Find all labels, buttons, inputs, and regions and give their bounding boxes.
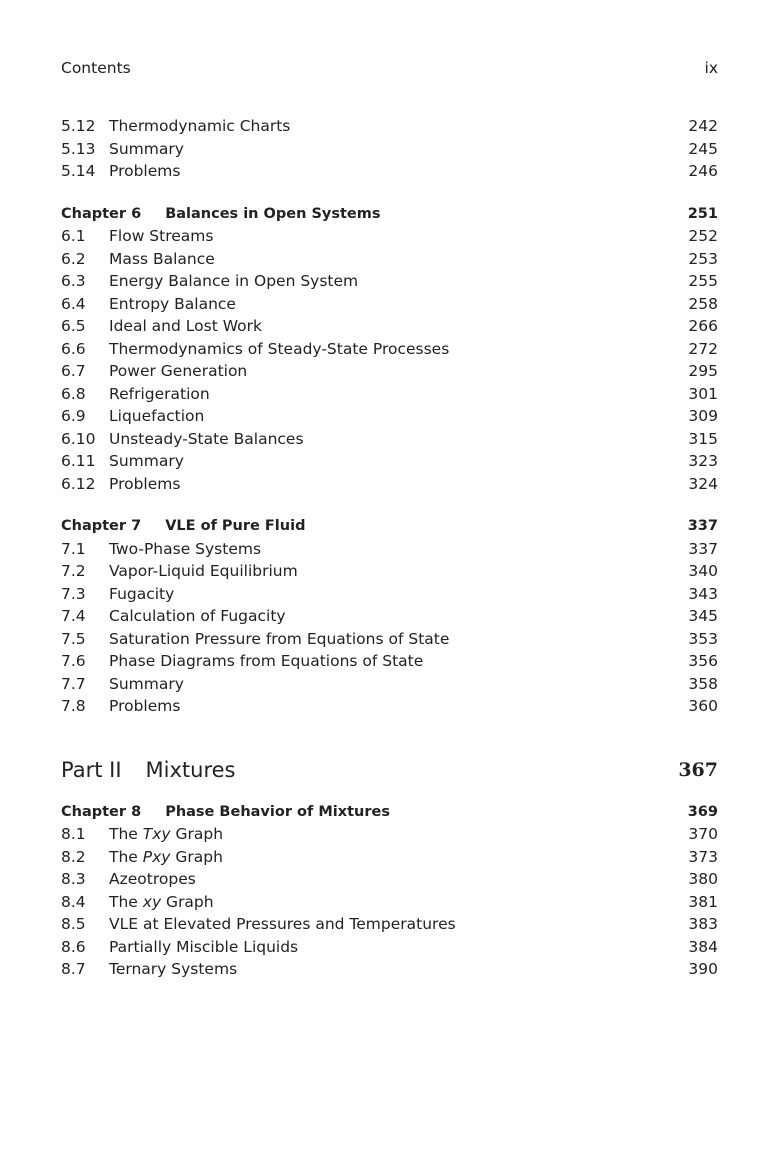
entry-page-number: 356 [688, 652, 718, 670]
toc-section-entry[interactable] [61, 293, 718, 316]
entry-page-number: 360 [688, 697, 718, 715]
entry-number: 6.3 [61, 272, 86, 290]
toc-section-entry[interactable] [61, 360, 718, 383]
entry-title-text: Partially Miscible Liquids [109, 937, 299, 956]
entry-title [109, 160, 688, 183]
entry-title-text: Flow Streams [109, 227, 214, 245]
entry-title [109, 650, 688, 673]
toc-chapter-entry[interactable] [61, 515, 718, 538]
entry-page-number: 315 [688, 429, 718, 448]
entry-page-number: 380 [688, 870, 718, 888]
entry-number: 8.7 [61, 960, 86, 978]
entry-title-text: Ternary Systems [109, 960, 238, 978]
entry-title [109, 383, 688, 406]
entry-title-text: Thermodynamic Charts [109, 117, 291, 135]
entry-title-suffix: Graph [161, 892, 214, 911]
entry-title-text: Unsteady-State Balances [109, 429, 304, 448]
toc-section-entry[interactable] [61, 673, 718, 696]
entry-page-number: 337 [687, 518, 718, 534]
entry-title-text: Thermodynamics of Steady-State Processes [109, 339, 450, 358]
entry-title-italic: xy [142, 892, 162, 911]
entry-title-text: Summary [109, 674, 184, 693]
toc-section-entry[interactable] [61, 583, 718, 606]
entry-title-text: VLE at Elevated Pressures and Temperatures [109, 915, 456, 933]
entry-number: 7.7 [61, 674, 86, 693]
entry-title-text: VLE of Pure Fluid [165, 518, 306, 534]
entry-title [109, 138, 688, 161]
toc-section-entry[interactable] [61, 248, 718, 271]
entry-number: 6.8 [61, 384, 86, 403]
toc-section-entry[interactable] [61, 823, 718, 846]
entry-page-number: 272 [688, 339, 718, 358]
entry-number: 6.5 [61, 317, 86, 335]
entry-number: 8.3 [61, 870, 86, 888]
entry-page-number: 369 [687, 803, 718, 820]
entry-page-number: 345 [688, 607, 718, 625]
entry-title [109, 560, 688, 583]
toc-section-entry[interactable] [61, 383, 718, 406]
toc-section-entry[interactable] [61, 560, 718, 583]
entry-page-number: 251 [687, 205, 718, 222]
toc-section-entry[interactable] [61, 115, 718, 138]
toc-chapter-entry[interactable] [61, 203, 718, 226]
entry-title-text: The [109, 892, 143, 911]
entry-title [109, 628, 688, 651]
entry-number: 6.9 [61, 407, 86, 425]
entry-number: 6.10 [61, 429, 96, 448]
toc-section-entry[interactable] [61, 538, 718, 561]
entry-title [109, 293, 688, 316]
table-of-contents [61, 115, 718, 981]
entry-page-number: 301 [688, 384, 718, 403]
entry-title-text: Balances in Open Systems [165, 205, 381, 222]
entry-number: 7.3 [61, 584, 86, 603]
entry-title-text: Mixtures [145, 757, 236, 782]
entry-title [109, 846, 688, 869]
entry-page-number: 390 [688, 960, 718, 978]
entry-number: 7.8 [61, 697, 86, 715]
entry-title-text: Summary [109, 139, 184, 158]
entry-number: 8.5 [61, 915, 86, 933]
entry-title [109, 360, 688, 383]
toc-section-entry[interactable] [61, 138, 718, 161]
entry-number: 8.1 [61, 825, 86, 843]
entry-number: 5.14 [61, 162, 96, 180]
entry-number: 7.6 [61, 652, 86, 670]
entry-title [109, 428, 688, 451]
toc-part-entry[interactable] [61, 755, 718, 785]
entry-title-text: Fugacity [109, 584, 175, 603]
entry-number: 6.4 [61, 294, 86, 313]
entry-page-number: 245 [688, 139, 718, 158]
entry-page-number: 343 [688, 584, 718, 603]
entry-title-text: Problems [109, 162, 181, 180]
toc-section-entry[interactable] [61, 450, 718, 473]
entry-title [109, 823, 688, 846]
entry-page-number: 258 [688, 294, 718, 313]
entry-title-text: Phase Diagrams from Equations of State [109, 652, 424, 670]
entry-number: 6.7 [61, 362, 86, 380]
entry-number: 8.2 [61, 847, 86, 866]
entry-title [109, 473, 688, 496]
entry-page-number: 383 [688, 915, 718, 933]
toc-section-entry[interactable] [61, 891, 718, 914]
entry-title [109, 958, 688, 981]
entry-page-number: 255 [688, 272, 718, 290]
entry-number: Chapter 8 [61, 803, 142, 820]
entry-page-number: 242 [688, 117, 718, 135]
entry-title-text: Power Generation [109, 362, 248, 380]
entry-title [109, 315, 688, 338]
entry-title-italic: Txy [142, 825, 171, 843]
entry-title-text: Liquefaction [109, 407, 205, 425]
entry-title [146, 755, 679, 785]
entry-number: 5.13 [61, 139, 96, 158]
entry-page-number: 324 [688, 474, 718, 493]
entry-number: 8.4 [61, 892, 86, 911]
page-number: ix [704, 59, 718, 77]
running-header [61, 57, 718, 79]
entry-title-text: Energy Balance in Open System [109, 272, 359, 290]
entry-page-number: 309 [688, 407, 718, 425]
entry-title [109, 913, 688, 936]
entry-page-number: 246 [688, 162, 718, 180]
entry-page-number: 358 [688, 674, 718, 693]
toc-section-entry[interactable] [61, 958, 718, 981]
entry-page-number: 340 [688, 562, 718, 580]
entry-title [165, 801, 688, 824]
entry-number: 6.1 [61, 227, 86, 245]
entry-title [109, 405, 688, 428]
entry-title [109, 248, 688, 271]
entry-title [165, 203, 688, 226]
entry-page-number: 253 [688, 249, 718, 268]
toc-section-entry[interactable] [61, 913, 718, 936]
entry-number: 7.4 [61, 607, 86, 625]
entry-page-number: 367 [678, 758, 718, 781]
entry-title-text: Phase Behavior of Mixtures [165, 803, 390, 820]
entry-number: 8.6 [61, 937, 86, 956]
toc-section-entry[interactable] [61, 695, 718, 718]
entry-title-text: Two-Phase Systems [109, 539, 262, 558]
entry-title [109, 868, 688, 891]
entry-title [109, 538, 688, 561]
header-title: Contents [61, 59, 131, 77]
entry-page-number: 381 [688, 892, 718, 911]
toc-chapter-entry[interactable] [61, 801, 718, 824]
toc-section-entry[interactable] [61, 338, 718, 361]
entry-title [109, 583, 688, 606]
entry-number: 6.11 [61, 452, 96, 470]
toc-section-entry[interactable] [61, 846, 718, 869]
toc-section-entry[interactable] [61, 473, 718, 496]
toc-section-entry[interactable] [61, 605, 718, 628]
entry-title-text: Azeotropes [109, 870, 196, 888]
entry-title [109, 338, 688, 361]
entry-title-italic: Pxy [142, 847, 171, 866]
toc-section-entry[interactable] [61, 936, 718, 959]
entry-page-number: 266 [688, 317, 718, 335]
entry-number: Chapter 7 [61, 518, 142, 534]
entry-title-text: Ideal and Lost Work [109, 317, 262, 335]
entry-title [109, 115, 688, 138]
entry-title [109, 695, 688, 718]
entry-page-number: 252 [688, 227, 718, 245]
entry-page-number: 373 [688, 847, 718, 866]
entry-page-number: 323 [688, 452, 718, 470]
entry-title-text: The [109, 847, 143, 866]
entry-page-number: 337 [688, 539, 718, 558]
entry-number: 7.2 [61, 562, 86, 580]
toc-section-entry[interactable] [61, 315, 718, 338]
entry-title [109, 891, 688, 914]
toc-section-entry[interactable] [61, 650, 718, 673]
entry-title-suffix: Graph [170, 847, 223, 866]
entry-number: Chapter 6 [61, 205, 142, 222]
toc-section-entry[interactable] [61, 270, 718, 293]
entry-title-text: Calculation of Fugacity [109, 607, 286, 625]
entry-number: 6.6 [61, 339, 86, 358]
entry-title-text: Problems [109, 697, 181, 715]
toc-section-entry[interactable] [61, 160, 718, 183]
entry-page-number: 384 [688, 937, 718, 956]
entry-title [109, 605, 688, 628]
entry-title-suffix: Graph [170, 825, 224, 843]
entry-title-text: Saturation Pressure from Equations of State [109, 629, 450, 648]
entry-title [109, 673, 688, 696]
entry-title [109, 225, 688, 248]
entry-number: Part II [61, 757, 122, 782]
entry-title [109, 450, 688, 473]
entry-title-text: The [109, 825, 143, 843]
entry-page-number: 370 [688, 825, 718, 843]
toc-section-entry[interactable] [61, 405, 718, 428]
toc-section-entry[interactable] [61, 428, 718, 451]
entry-number: 7.5 [61, 629, 86, 648]
entry-number: 5.12 [61, 117, 96, 135]
entry-title-text: Entropy Balance [109, 294, 236, 313]
entry-number: 6.12 [61, 474, 96, 493]
toc-section-entry[interactable] [61, 868, 718, 891]
entry-title-text: Summary [109, 452, 184, 470]
entry-title [165, 515, 688, 538]
toc-section-entry[interactable] [61, 225, 718, 248]
entry-title-text: Problems [109, 474, 181, 493]
entry-title-text: Mass Balance [109, 249, 215, 268]
entry-title-text: Vapor-Liquid Equilibrium [109, 562, 298, 580]
entry-number: 7.1 [61, 539, 86, 558]
entry-page-number: 295 [688, 362, 718, 380]
toc-section-entry[interactable] [61, 628, 718, 651]
entry-page-number: 353 [688, 629, 718, 648]
entry-title [109, 936, 688, 959]
entry-title [109, 270, 688, 293]
entry-title-text: Refrigeration [109, 384, 210, 403]
entry-number: 6.2 [61, 249, 86, 268]
